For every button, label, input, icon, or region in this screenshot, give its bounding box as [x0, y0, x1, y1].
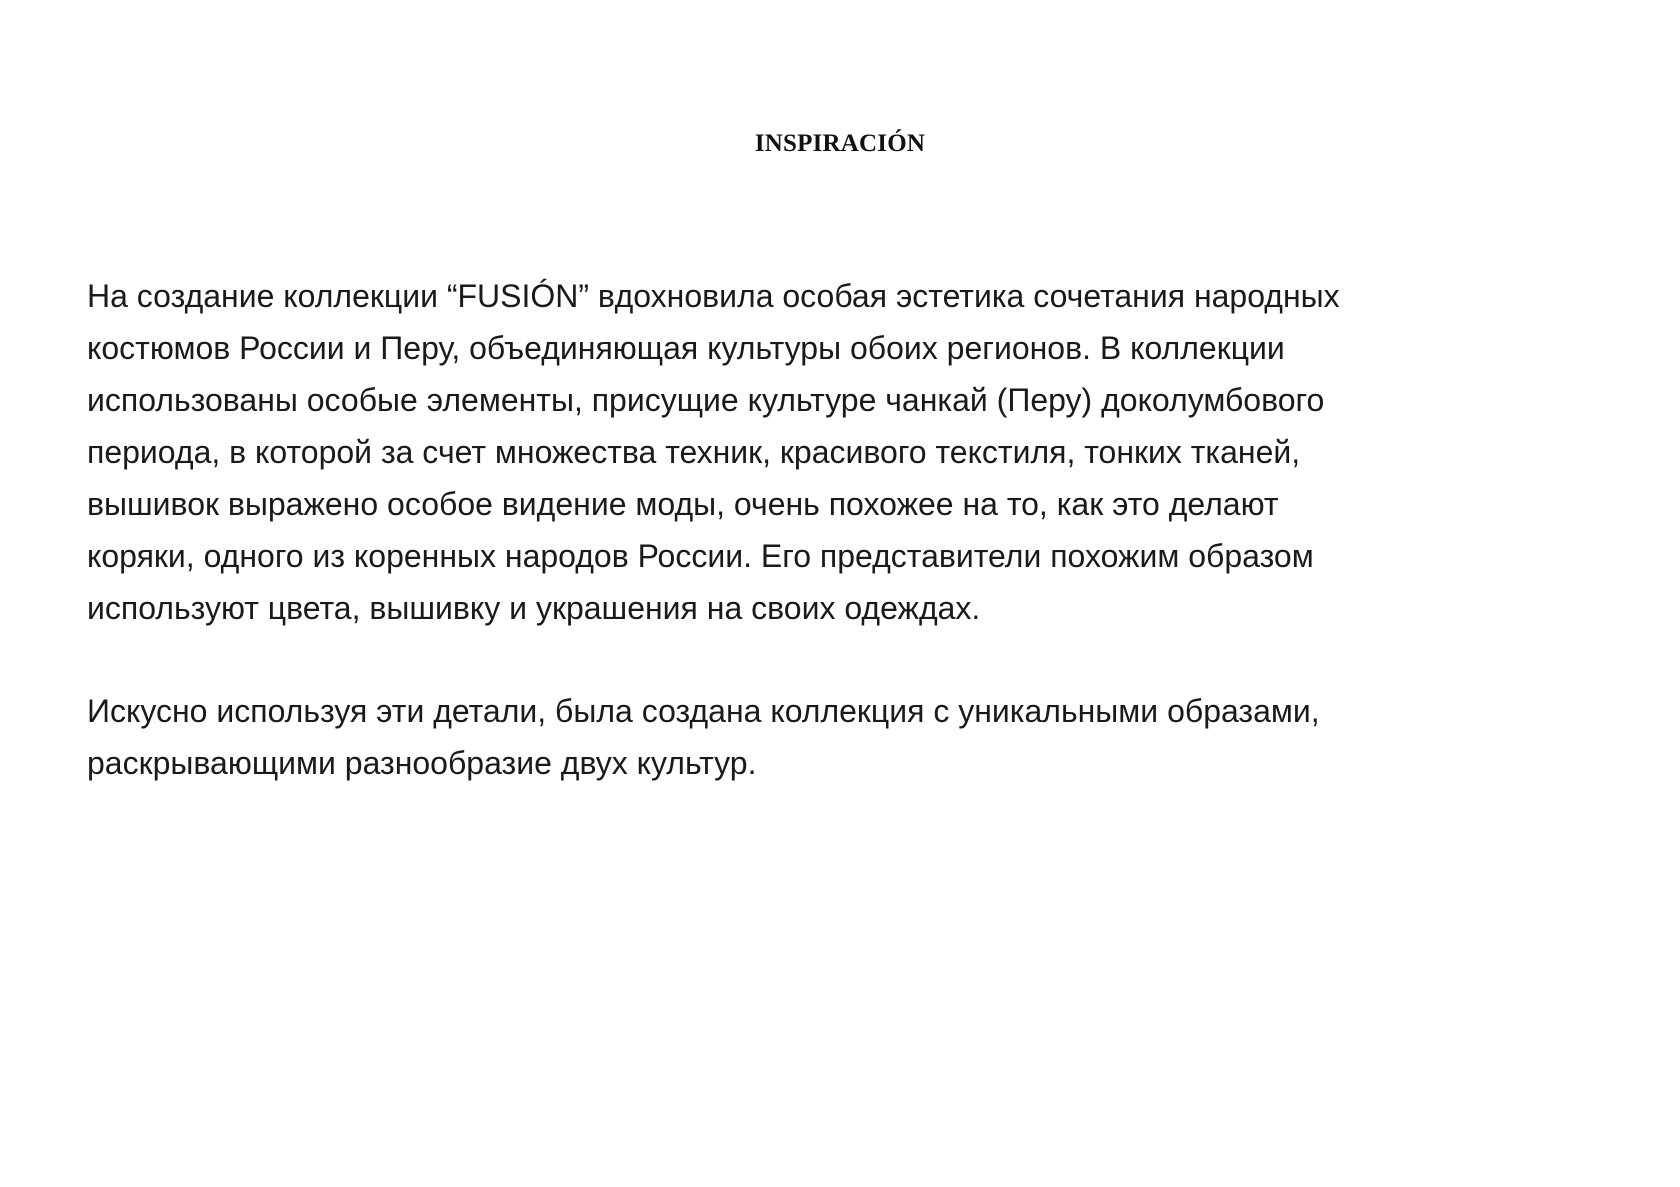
- paragraph-collection: Искусно используя эти детали, была создана коллекция с уникальными образами, раскрывающими разнообразие двух культур.: [87, 693, 1320, 781]
- page-title: INSPIRACIÓN: [754, 130, 926, 157]
- paragraph-inspiration: На создание коллекции “FUSIÓN” вдохновила особая эстетика сочетания народных костюмов России и Перу, объединяющая культуры обоих регионов. В коллекции использованы особые элементы, присущие культуре чанкай (Перу) доколумбового периода, в которой за счет множества техник, красивого текстиля, тонких тканей, вышивок выражено особое видение моды, очень похожее на то, как это делают коряки, одного из коренных народов России. Его представители похожим образом используют цвета, вышивку и украшения на своих одеждах.: [87, 278, 1340, 626]
